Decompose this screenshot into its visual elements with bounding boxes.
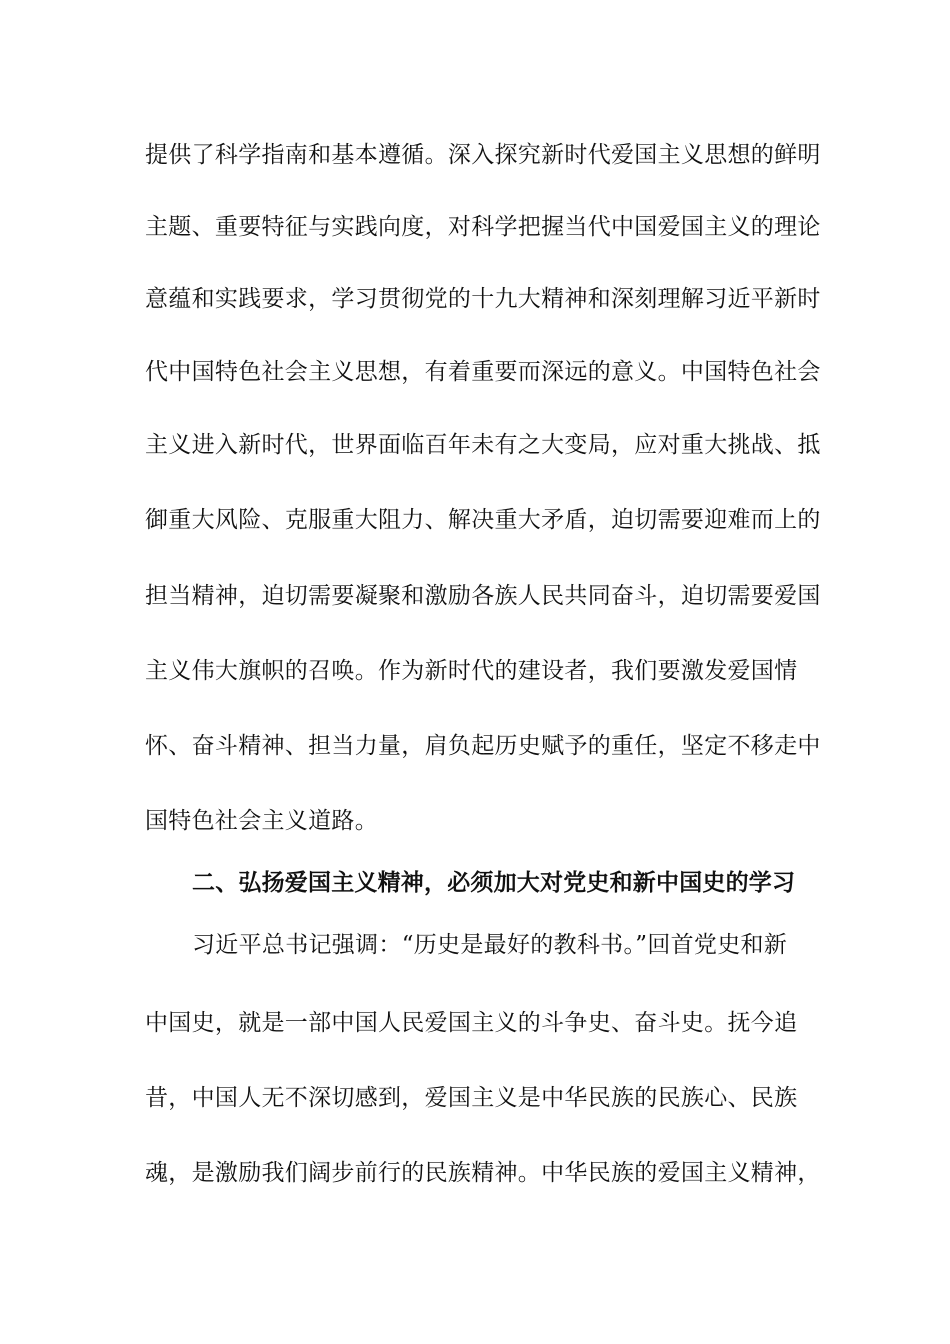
paragraph-1-line-10: 国特色社会主义道路。 bbox=[145, 808, 378, 834]
paragraph-1-line-5: 主义进入新时代，世界面临百年未有之大变局，应对重大挑战、抵 bbox=[145, 432, 821, 458]
paragraph-1-line-9: 怀、奋斗精神、担当力量，肩负起历史赋予的重任，坚定不移走中 bbox=[145, 733, 821, 759]
paragraph-2-line-4: 魂，是激励我们阔步前行的民族精神。中华民族的爱国主义精神， bbox=[145, 1160, 821, 1186]
paragraph-2-line-1: 习近平总书记强调：“历史是最好的教科书。”回首党史和新 bbox=[192, 932, 788, 958]
paragraph-2-line-2: 中国史，就是一部中国人民爱国主义的斗争史、奋斗史。抚今追 bbox=[145, 1010, 798, 1036]
section-heading: 二、弘扬爱国主义精神，必须加大对党史和新中国史的学习 bbox=[192, 870, 796, 896]
paragraph-1-line-2: 主题、重要特征与实践向度，对科学把握当代中国爱国主义的理论 bbox=[145, 214, 821, 240]
paragraph-1-line-1: 提供了科学指南和基本遵循。深入探究新时代爱国主义思想的鲜明 bbox=[145, 142, 821, 168]
paragraph-2-line-3: 昔，中国人无不深切感到，爱国主义是中华民族的民族心、民族 bbox=[145, 1085, 798, 1111]
paragraph-1-line-7: 担当精神，迫切需要凝聚和激励各族人民共同奋斗，迫切需要爱国 bbox=[145, 583, 821, 609]
paragraph-1-line-3: 意蕴和实践要求，学习贯彻党的十九大精神和深刻理解习近平新时 bbox=[145, 286, 821, 312]
paragraph-1-line-4: 代中国特色社会主义思想，有着重要而深远的意义。中国特色社会 bbox=[145, 359, 821, 385]
paragraph-1-line-6: 御重大风险、克服重大阻力、解决重大矛盾，迫切需要迎难而上的 bbox=[145, 507, 821, 533]
paragraph-1-line-8: 主义伟大旗帜的召唤。作为新时代的建设者，我们要激发爱国情 bbox=[145, 658, 798, 684]
